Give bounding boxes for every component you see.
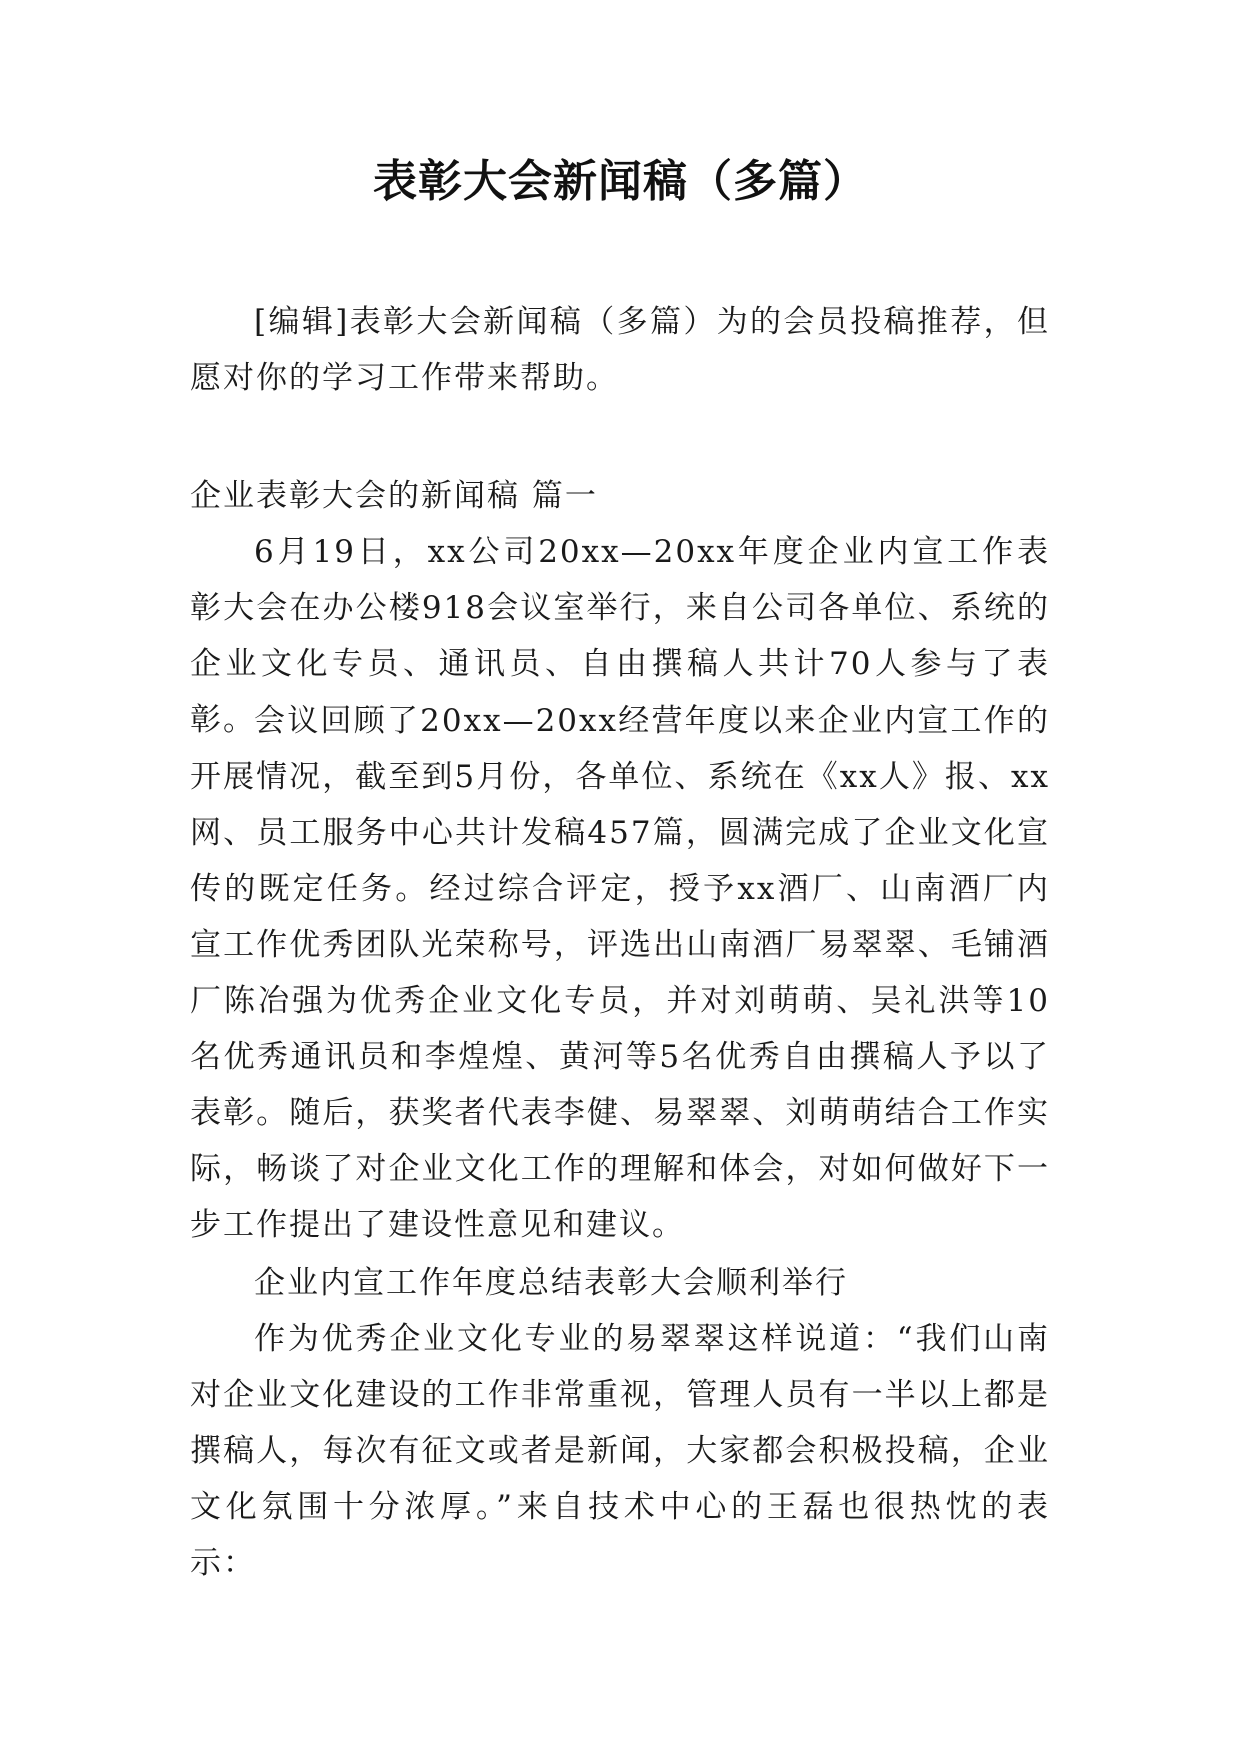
body-paragraph-4: 作为优秀企业文化专业的易翠翠这样说道：“我们山南对企业文化建设的工作非常重视，管理人员有一半以上都是撰稿人，每次有征文或者是新闻，大家都会积极投稿，企业文化氛围十分浓厚。”来自技术中心的王磊也很热忱的表示： [190, 1321, 1050, 1581]
section-heading: 企业表彰大会的新闻稿 篇一 [190, 478, 598, 514]
intro-paragraph: [编辑]表彰大会新闻稿（多篇）为的会员投稿推荐，但愿对你的学习工作带来帮助。 [190, 304, 1050, 396]
body-paragraph-2: 会议回顾了20xx—20xx经营年度以来企业内宣工作的开展情况，截至到5月份，各单位、系统在《xx人》报、xx网、员工服务中心共计发稿457篇，圆满完成了企业文化宣传的既定任务。经过综合评定，授予xx酒厂、山南酒厂内宣工作优秀团队光荣称号，评选出山南酒厂易翠翠、毛铺酒厂陈冶强为优秀企业文化专员，并对刘萌萌、吴礼洪等10名优秀通讯员和李煌煌、黄河等5名优秀自由撰稿人予以了表彰。随后，获奖者代表李健、易翠翠、刘萌萌结合工作实际，畅谈了对企业文化工作的理解和体会，对如何做好下一步工作提出了建设性意见和建议。 [190, 703, 1050, 1243]
document-title: 表彰大会新闻稿（多篇） [373, 156, 868, 207]
body-paragraph-1: 6月19日，xx公司20xx—20xx年度企业内宣工作表彰大会在办公楼918会议室举行，来自公司各单位、系统的企业文化专员、通讯员、自由撰稿人共计70人参与了表彰。 [190, 534, 1050, 738]
body-paragraph-3: 企业内宣工作年度总结表彰大会顺利举行 [254, 1265, 848, 1301]
